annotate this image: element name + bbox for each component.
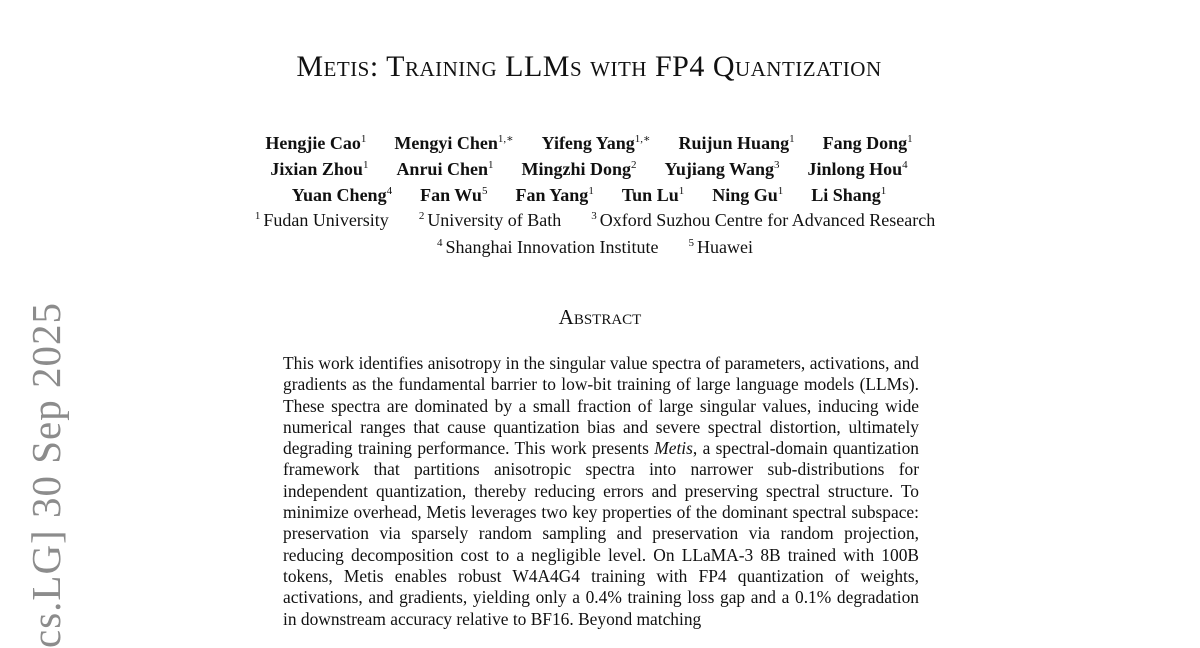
author-name bbox=[823, 128, 913, 154]
author-name bbox=[808, 154, 908, 180]
author-name bbox=[811, 180, 886, 206]
author-affiliation-marker: 1 bbox=[880, 185, 887, 197]
author-name-text: Ruijun Huang bbox=[678, 133, 790, 153]
author-name-text: Tun Lu bbox=[621, 185, 679, 205]
author-name-text: Jinlong Hou bbox=[807, 159, 903, 179]
author-affiliation-marker: 1 bbox=[907, 133, 913, 145]
affiliation-name: Oxford Suzhou Centre for Advanced Research bbox=[599, 210, 936, 230]
author-name bbox=[270, 154, 368, 180]
affiliation-item bbox=[688, 232, 752, 259]
affiliation-marker: 1 bbox=[254, 210, 261, 222]
author-affiliation-marker: 1 bbox=[777, 185, 784, 197]
affiliation-item bbox=[437, 232, 658, 259]
author-name-text: Mingzhi Dong bbox=[521, 159, 631, 179]
author-name bbox=[712, 180, 783, 206]
affiliation-marker: 2 bbox=[418, 210, 425, 222]
author-affiliation-marker: 1,∗ bbox=[634, 133, 651, 145]
author-name-text: Fan Wu bbox=[420, 185, 482, 205]
author-name bbox=[679, 128, 795, 154]
affiliation-name: Shanghai Innovation Institute bbox=[445, 237, 659, 257]
author-name-text: Ning Gu bbox=[712, 185, 778, 205]
author-name-text: Jixian Zhou bbox=[270, 159, 363, 179]
author-row bbox=[0, 154, 1178, 180]
affiliation-item bbox=[419, 205, 561, 232]
author-name-text: Anrui Chen bbox=[396, 159, 488, 179]
affiliation-list bbox=[0, 205, 1190, 259]
author-affiliation-marker: 5 bbox=[481, 185, 488, 197]
author-name-text: Fang Dong bbox=[822, 133, 908, 153]
author-name-text: Mengyi Chen bbox=[394, 133, 498, 153]
author-affiliation-marker: 1 bbox=[362, 159, 369, 171]
author-name bbox=[521, 154, 636, 180]
abstract-body bbox=[283, 353, 919, 630]
author-row bbox=[0, 180, 1178, 206]
author-affiliation-marker: 1 bbox=[789, 133, 795, 145]
abstract-text-part2: , a spectral-domain quantization framework that partitions anisotropic spectra into narrower sub-distributions for independent quantization, thereby reducing errors and preserving spectral structure. To minimize overhead, Metis leverages two key properties of the dominant spectral subspace: preservation via sparsely random sampling and preservation via random projection, reducing decomposition cost to a negligible level. On LLaMA-3 8B trained with 100B tokens, Metis enables robust W4A4G4 training with FP4 quantization of weights, activations, and gradients, yielding only a 0.4% training loss gap and a 0.1% degradation in downstream accuracy relative to BF16. Beyond matching bbox=[283, 438, 919, 629]
affiliation-row bbox=[0, 205, 1190, 232]
affiliation-marker: 3 bbox=[591, 210, 597, 222]
author-name bbox=[622, 180, 684, 206]
author-affiliation-marker: 1 bbox=[487, 159, 494, 171]
author-affiliation-marker: 1 bbox=[588, 185, 594, 197]
author-name-text: Li Shang bbox=[811, 185, 881, 205]
author-affiliation-marker: 3 bbox=[774, 159, 780, 171]
author-affiliation-marker: 4 bbox=[902, 159, 908, 171]
affiliation-row bbox=[0, 232, 1190, 259]
author-name bbox=[265, 128, 366, 154]
author-name-text: Hengjie Cao bbox=[265, 133, 361, 153]
author-name bbox=[396, 154, 493, 180]
author-affiliation-marker: 2 bbox=[630, 159, 637, 171]
affiliation-name: Fudan University bbox=[263, 210, 389, 230]
author-name bbox=[542, 128, 651, 154]
author-name-text: Yuan Cheng bbox=[291, 185, 387, 205]
affiliation-item bbox=[591, 205, 935, 232]
author-affiliation-marker: 1 bbox=[360, 133, 367, 145]
affiliation-item bbox=[255, 205, 389, 232]
arxiv-identifier-stamp: cs.LG] 30 Sep 2025 bbox=[23, 302, 69, 648]
author-name bbox=[292, 180, 392, 206]
author-name-text: Fan Yang bbox=[515, 185, 589, 205]
author-affiliation-marker: 1,∗ bbox=[497, 133, 514, 145]
author-affiliation-marker: 4 bbox=[386, 185, 393, 197]
affiliation-name: Huawei bbox=[696, 237, 753, 257]
author-name-text: Yifeng Yang bbox=[541, 133, 635, 153]
author-name-text: Yujiang Wang bbox=[664, 159, 775, 179]
author-row bbox=[0, 128, 1178, 154]
paper-title: Metis: Training LLMs with FP4 Quantization bbox=[296, 50, 882, 83]
abstract-heading: Abstract bbox=[558, 305, 642, 329]
author-name bbox=[420, 180, 487, 206]
affiliation-marker: 4 bbox=[437, 237, 443, 249]
author-name bbox=[664, 154, 779, 180]
author-list bbox=[0, 128, 1178, 206]
author-affiliation-marker: 1 bbox=[678, 185, 685, 197]
abstract-text-part1: This work identifies anisotropy in the singular value spectra of parameters, activations, and gradients as the fundamental barrier to low-bit training of large language models (LLMs). These spectra are dominated by a small fraction of large singular values, inducing wide numerical ranges that cause quantization bias and severe spectral distortion, ultimately degrading training performance. This work presents bbox=[283, 353, 919, 459]
abstract-metis-emphasis: Metis bbox=[654, 438, 693, 459]
author-name bbox=[515, 180, 593, 206]
author-name bbox=[394, 128, 513, 154]
affiliation-marker: 5 bbox=[688, 237, 694, 249]
affiliation-name: University of Bath bbox=[427, 210, 562, 230]
